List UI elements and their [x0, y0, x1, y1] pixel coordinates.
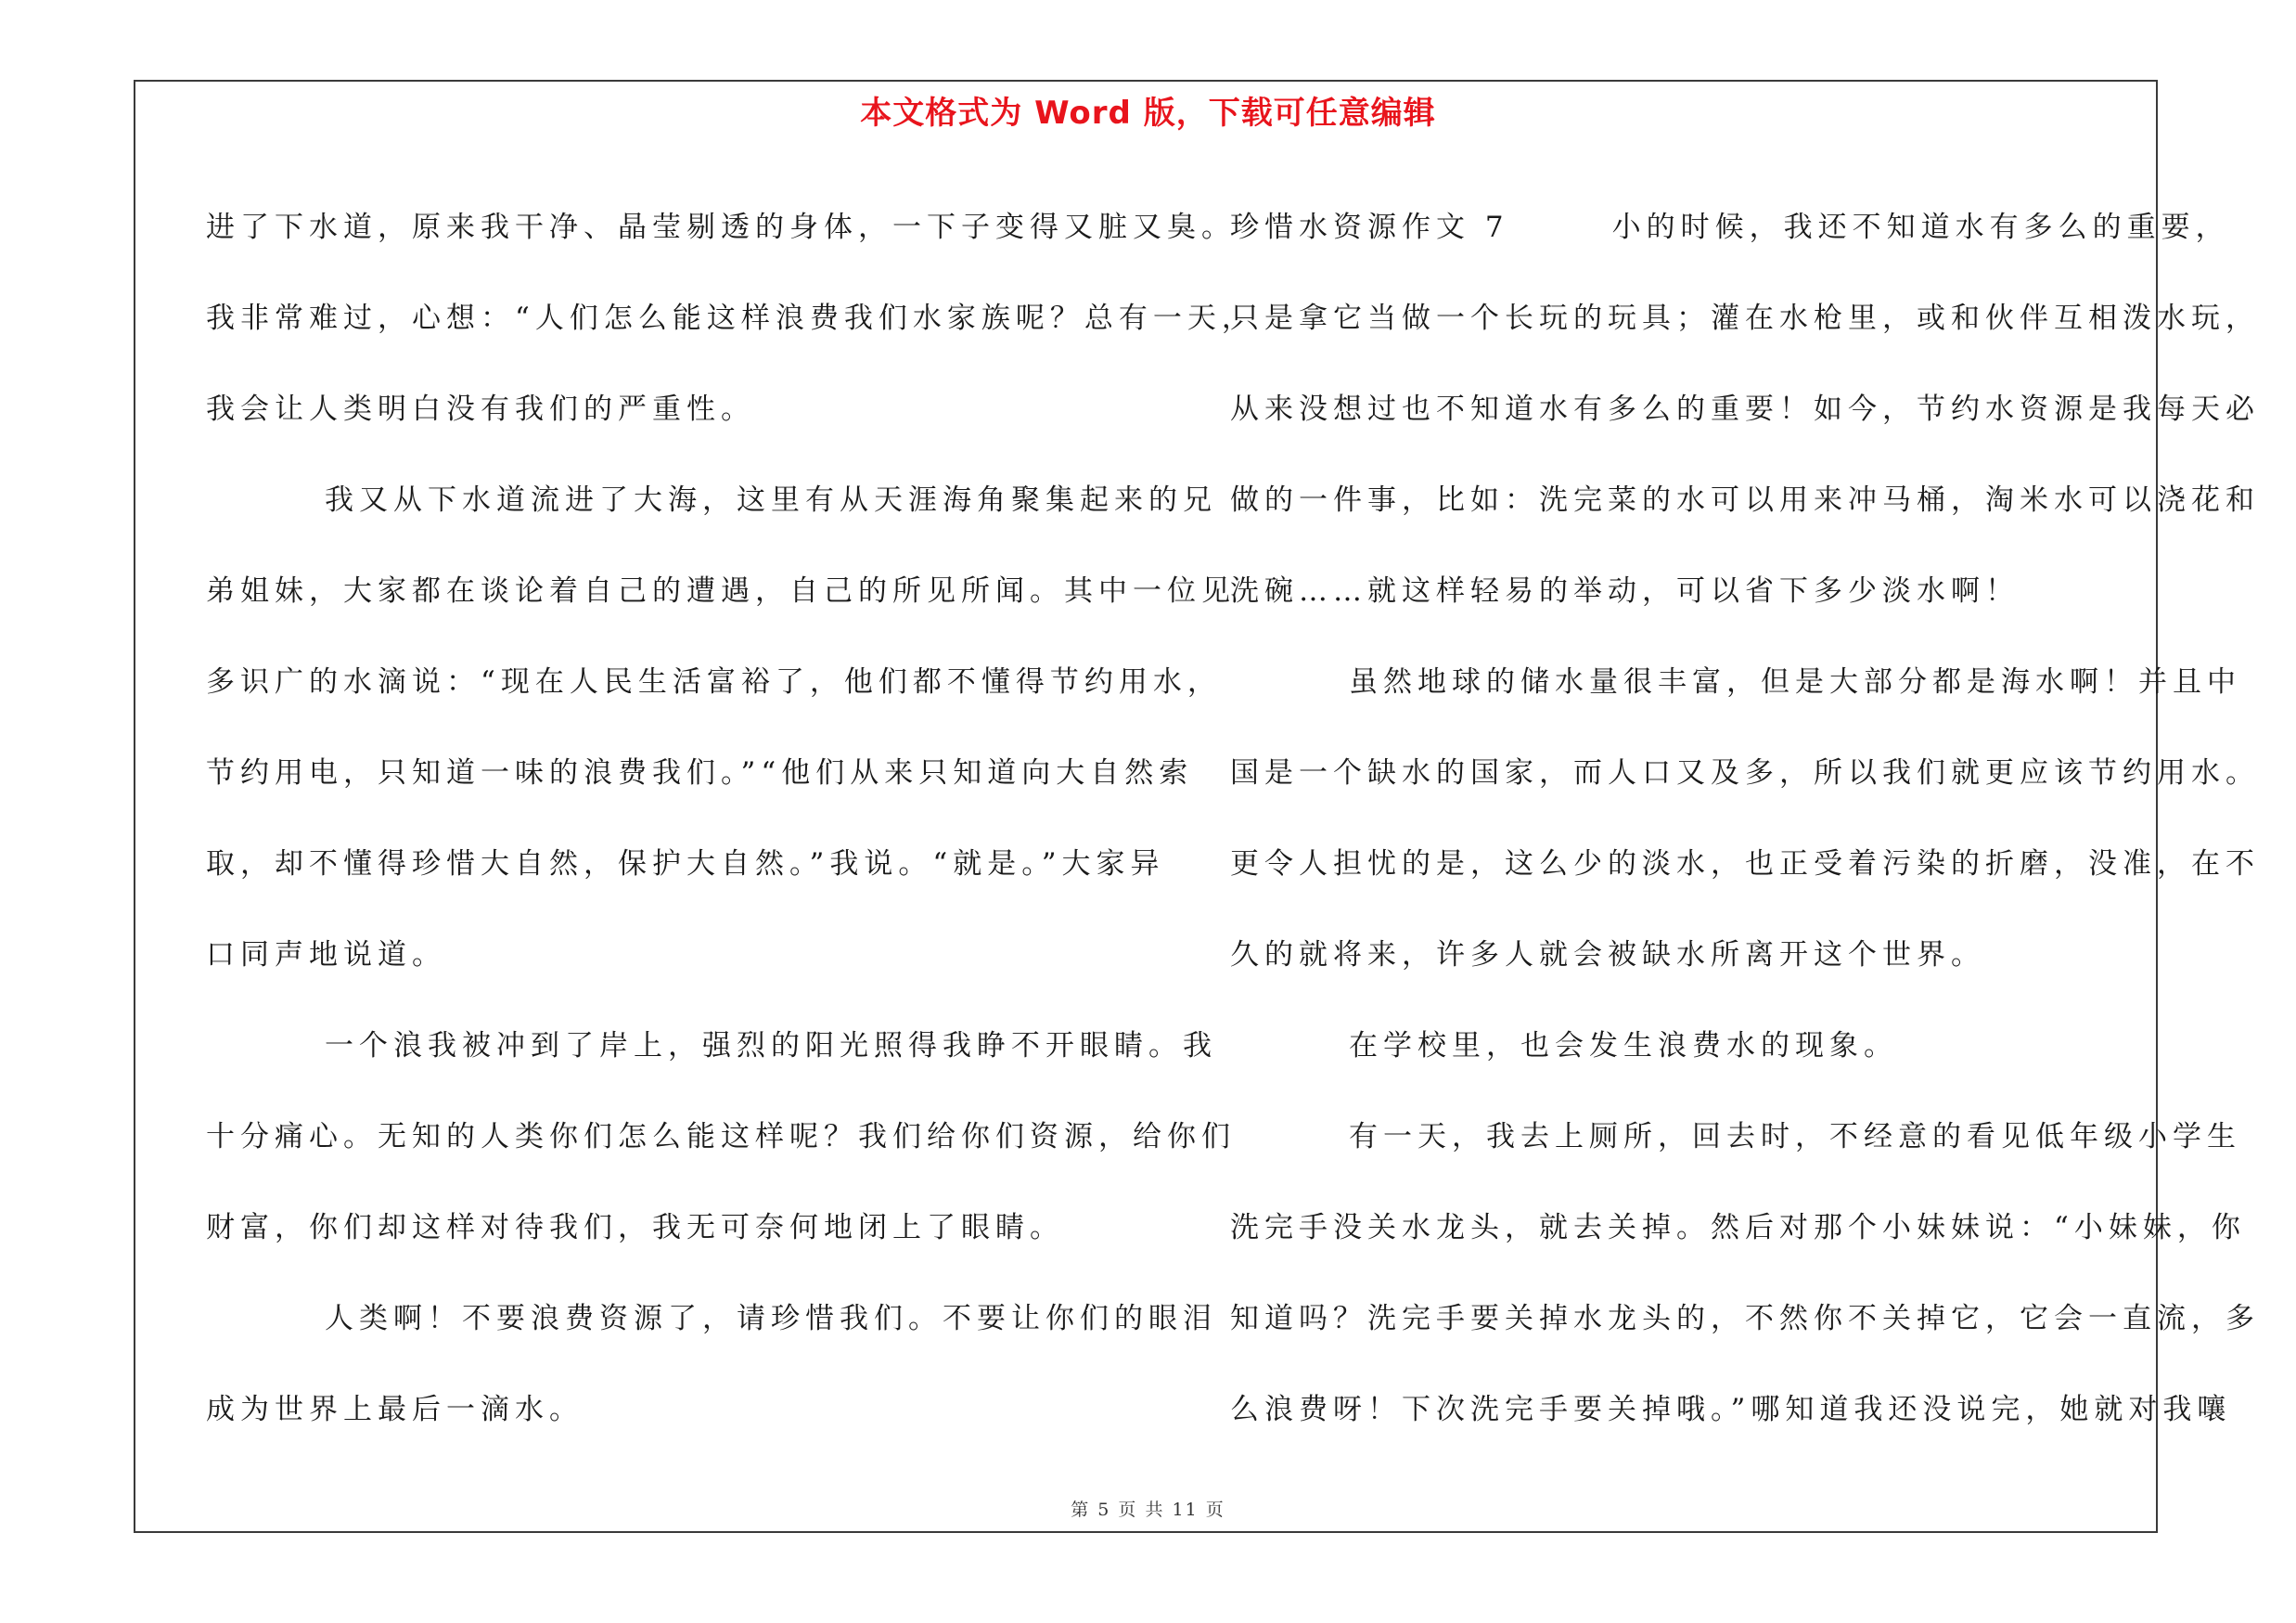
text-line: 人类啊！不要浪费资源了，请珍惜我们。不要让你们的眼泪 [325, 1302, 1217, 1335]
text-line: 在学校里，也会发生浪费水的现象。 [1349, 1029, 1898, 1063]
text-line: 只是拿它当做一个长玩的玩具；灌在水枪里，或和伙伴互相泼水玩， [1230, 302, 2260, 335]
text-line: 十分痛心。无知的人类你们怎么能这样呢？我们给你们资源，给你们 [206, 1120, 1236, 1153]
text-line: 取，却不懂得珍惜大自然，保护大自然。”我说。“就是。”大家异 [206, 847, 1165, 881]
text-line: 洗碗……就这样轻易的举动，可以省下多少淡水啊！ [1230, 574, 2020, 608]
text-line: 节约用电，只知道一味的浪费我们。”“他们从来只知道向大自然索 [206, 756, 1194, 790]
text-line: 从来没想过也不知道水有多么的重要！如今，节约水资源是我每天必 [1230, 393, 2260, 426]
text-line: 知道吗？洗完手要关掉水龙头的，不然你不关掉它，它会一直流，多 [1230, 1302, 2260, 1335]
text-line: 成为世界上最后一滴水。 [206, 1393, 584, 1426]
text-line: 我又从下水道流进了大海，这里有从天涯海角聚集起来的兄 [325, 483, 1217, 517]
text-line: 财富，你们却这样对待我们，我无可奈何地闭上了眼睛。 [206, 1211, 1064, 1244]
right-column [1230, 182, 2260, 1455]
text-line: 我会让人类明白没有我们的严重性。 [206, 393, 755, 426]
text-line: 国是一个缺水的国家，而人口又及多，所以我们就更应该节约用水。 [1230, 756, 2260, 790]
text-line: 洗完手没关水龙头，就去关掉。然后对那个小妹妹说：“小妹妹，你 [1230, 1211, 2246, 1244]
left-column [206, 182, 1256, 1455]
text-line: 进了下水道，原来我干净、晶莹剔透的身体，一下子变得又脏又臭。 [206, 211, 1236, 244]
text-line: 么浪费呀！下次洗完手要关掉哦。”哪知道我还没说完，她就对我嚷 [1230, 1393, 2232, 1426]
text-line: 口同声地说道。 [206, 938, 446, 972]
text-line: 我非常难过，心想：“人们怎么能这样浪费我们水家族呢？总有一天， [206, 302, 1256, 335]
text-line: 弟姐妹，大家都在谈论着自己的遭遇，自己的所见所闻。其中一位见 [206, 574, 1236, 608]
page-footer: 第 5 页 共 11 页 [1071, 1500, 1225, 1520]
text-line: 虽然地球的储水量很丰富，但是大部分都是海水啊！并且中 [1349, 665, 2241, 699]
text-line: 久的就将来，许多人就会被缺水所离开这个世界。 [1230, 938, 1985, 972]
text-line: 有一天，我去上厕所，回去时，不经意的看见低年级小学生 [1349, 1120, 2241, 1153]
text-line: 一个浪我被冲到了岸上，强烈的阳光照得我睁不开眼睛。我 [325, 1029, 1217, 1063]
text-line: 珍惜水资源作文 7 小的时候，我还不知道水有多么的重要， [1230, 211, 2230, 244]
text-line: 多识广的水滴说：“现在人民生活富裕了，他们都不懂得节约用水， [206, 665, 1222, 699]
header-banner: 本文格式为 Word 版，下载可任意编辑 [860, 95, 1436, 132]
text-line: 做的一件事，比如：洗完菜的水可以用来冲马桶，淘米水可以浇花和 [1230, 483, 2260, 517]
text-line: 更令人担忧的是，这么少的淡水，也正受着污染的折磨，没准，在不 [1230, 847, 2260, 881]
